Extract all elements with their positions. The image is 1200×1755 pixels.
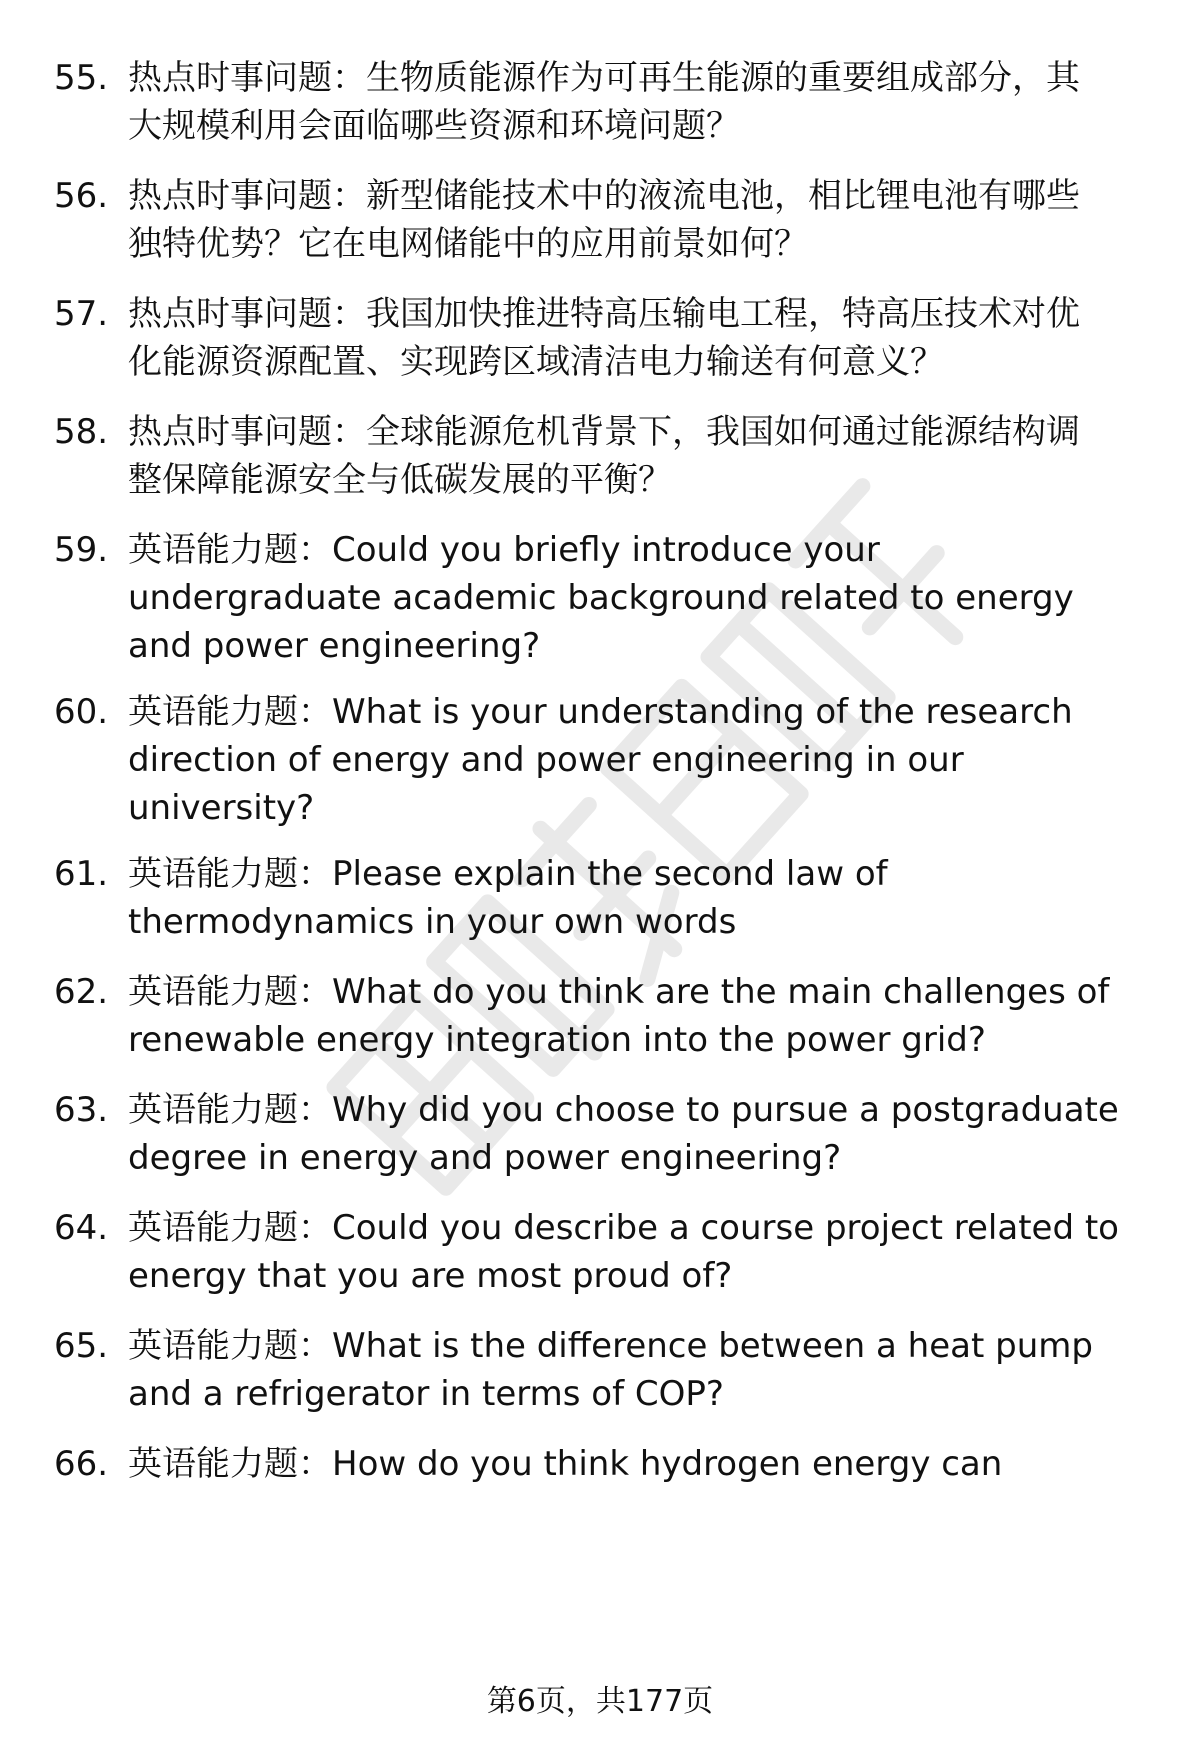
question-line: 英语能力题：How do you think hydrogen energy can [128, 1444, 1003, 1484]
question-text [128, 688, 1198, 832]
question-line: 英语能力题：Could you briefly introduce your [128, 530, 880, 570]
question-line: 英语能力题：What is your understanding of the research [128, 692, 1073, 732]
question-line: and power engineering? [128, 626, 541, 666]
question-text [128, 1440, 1198, 1488]
question-line: 英语能力题：Could you describe a course project related to [128, 1208, 1119, 1248]
question-line: 独特优势？它在电网储能中的应用前景如何？ [128, 224, 808, 264]
question-number: 61. [54, 854, 109, 894]
question-text [128, 290, 1198, 386]
question-number: 65. [54, 1326, 109, 1366]
question-line: energy that you are most proud of? [128, 1256, 733, 1296]
question-line: renewable energy integration into the power grid? [128, 1020, 986, 1060]
question-number: 64. [54, 1208, 109, 1248]
question-line: 热点时事问题：新型储能技术中的液流电池，相比锂电池有哪些 [128, 176, 1080, 216]
question-line: 英语能力题：What do you think are the main challenges of [128, 972, 1110, 1012]
question-line: 热点时事问题：生物质能源作为可再生能源的重要组成部分，其 [128, 58, 1080, 98]
question-line: 大规模利用会面临哪些资源和环境问题？ [128, 106, 740, 146]
question-number: 60. [54, 692, 109, 732]
question-text [128, 1322, 1198, 1418]
question-text [128, 968, 1198, 1064]
question-number: 66. [54, 1444, 109, 1484]
question-line: and a refrigerator in terms of COP? [128, 1374, 724, 1414]
question-text [128, 172, 1198, 268]
question-line: 整保障能源安全与低碳发展的平衡？ [128, 460, 672, 500]
question-text [128, 1204, 1198, 1300]
question-line: degree in energy and power engineering? [128, 1138, 842, 1178]
question-number: 56. [54, 176, 109, 216]
question-line: 英语能力题：Please explain the second law of [128, 854, 888, 894]
question-text [128, 526, 1198, 670]
question-number: 62. [54, 972, 109, 1012]
question-number: 57. [54, 294, 109, 334]
question-number: 63. [54, 1090, 109, 1130]
question-line: thermodynamics in your own words [128, 902, 737, 942]
question-text [128, 1086, 1198, 1182]
question-line: undergraduate academic background related to energy [128, 578, 1074, 618]
question-line: 热点时事问题：全球能源危机背景下，我国如何通过能源结构调 [128, 412, 1080, 452]
question-line: university? [128, 788, 315, 828]
question-number: 55. [54, 58, 109, 98]
question-line: 英语能力题：What is the difference between a heat pump [128, 1326, 1093, 1366]
question-line: 热点时事问题：我国加快推进特高压输电工程，特高压技术对优 [128, 294, 1080, 334]
question-line: direction of energy and power engineering in our [128, 740, 964, 780]
question-text [128, 850, 1198, 946]
question-number: 59. [54, 530, 109, 570]
question-text [128, 54, 1198, 150]
question-line: 英语能力题：Why did you choose to pursue a postgraduate [128, 1090, 1119, 1130]
page-number-footer: 第6页，共177页 [486, 1684, 714, 1719]
question-text [128, 408, 1198, 504]
question-line: 化能源资源配置、实现跨区域清洁电力输送有何意义？ [128, 342, 944, 382]
question-number: 58. [54, 412, 109, 452]
